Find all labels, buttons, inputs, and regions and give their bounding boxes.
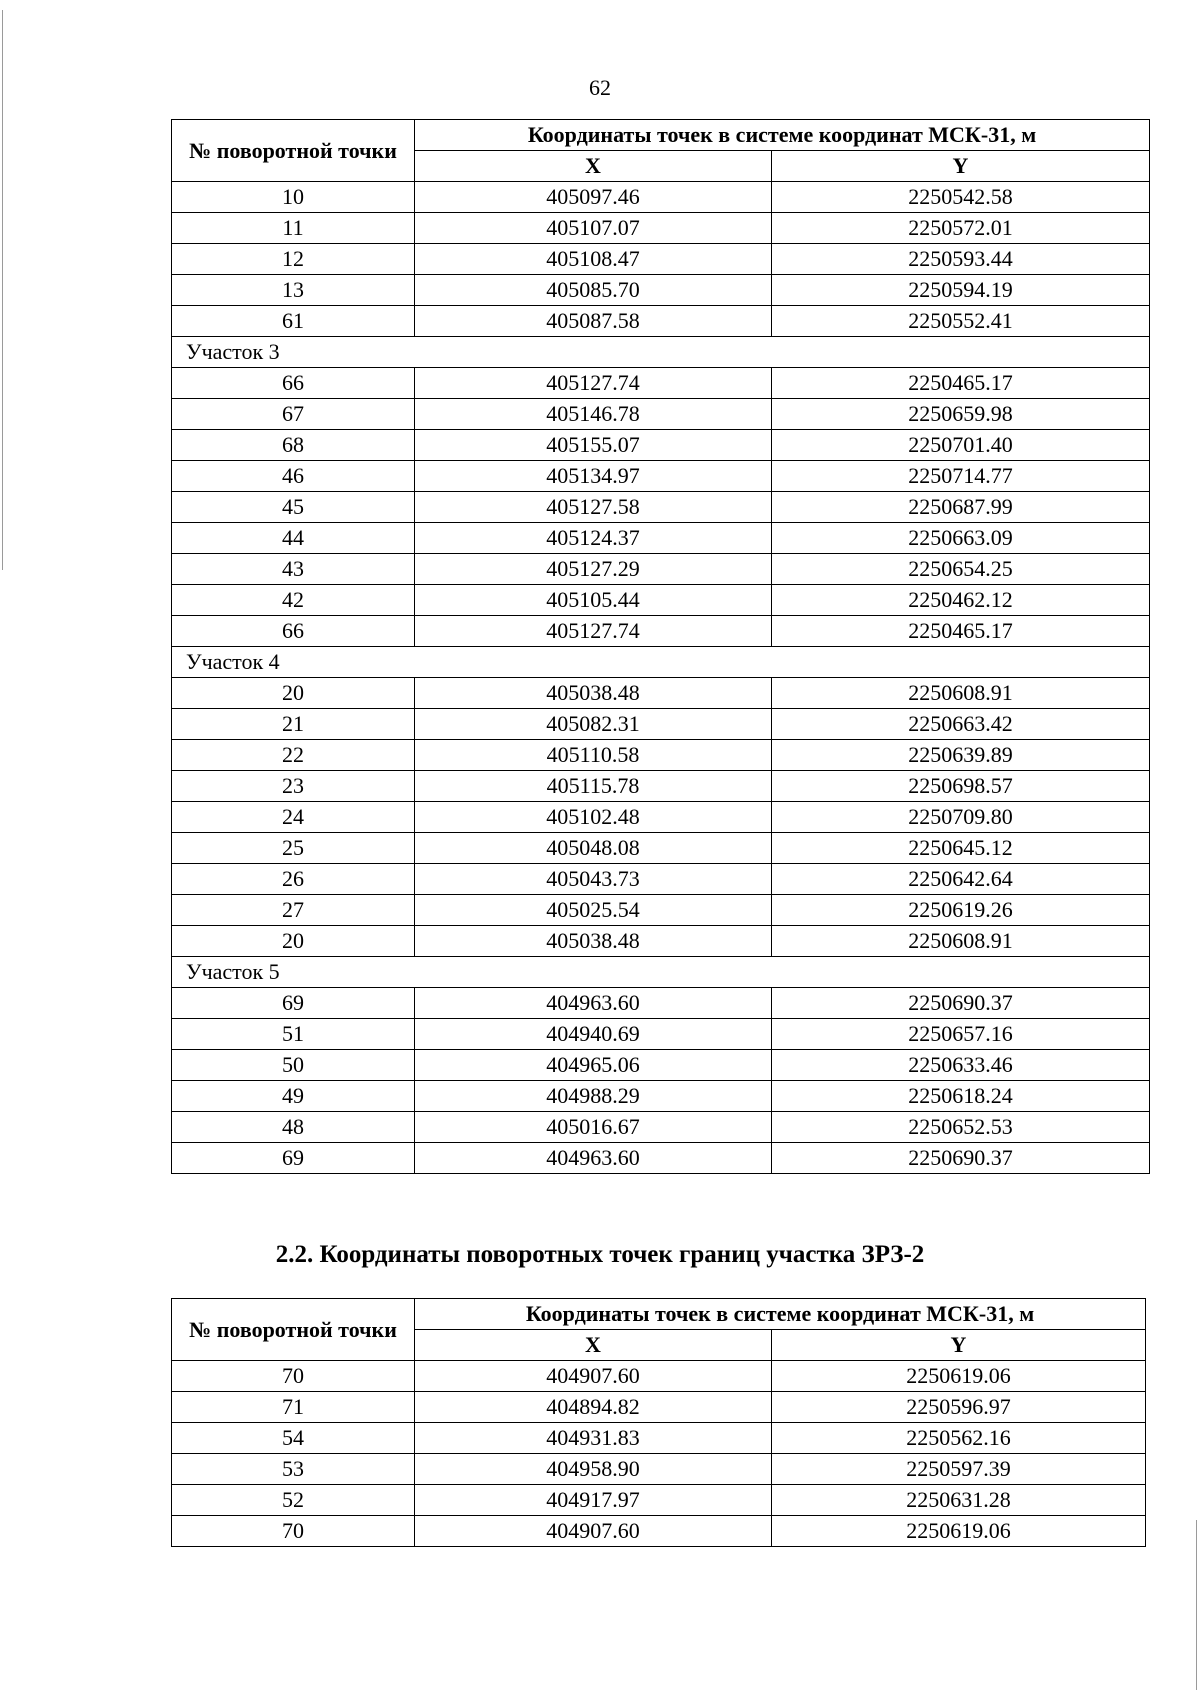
point-number-cell: 50 xyxy=(172,1050,415,1081)
point-number-cell: 25 xyxy=(172,833,415,864)
table-row xyxy=(172,678,1150,709)
table-row xyxy=(172,864,1150,895)
point-number-cell: 11 xyxy=(172,213,415,244)
y-coordinate-cell: 2250645.12 xyxy=(772,833,1150,864)
table-row xyxy=(172,275,1150,306)
x-coordinate-cell: 405097.46 xyxy=(415,182,772,213)
y-coordinate-cell: 2250714.77 xyxy=(772,461,1150,492)
y-coordinate-cell: 2250572.01 xyxy=(772,213,1150,244)
table-row xyxy=(172,988,1150,1019)
table-row xyxy=(172,1050,1150,1081)
point-number-cell: 54 xyxy=(172,1423,415,1454)
point-number-cell: 26 xyxy=(172,864,415,895)
x-coordinate-cell: 405025.54 xyxy=(415,895,772,926)
point-number-cell: 20 xyxy=(172,926,415,957)
point-number-cell: 24 xyxy=(172,802,415,833)
section-label: Участок 3 xyxy=(172,337,1150,368)
point-number-cell: 69 xyxy=(172,1143,415,1174)
x-coordinate-cell: 405102.48 xyxy=(415,802,772,833)
point-number-cell: 42 xyxy=(172,585,415,616)
y-coordinate-cell: 2250619.26 xyxy=(772,895,1150,926)
y-coordinate-cell: 2250663.09 xyxy=(772,523,1150,554)
table-row xyxy=(172,1485,1146,1516)
page-number: 62 xyxy=(589,75,611,100)
table-row xyxy=(172,1361,1146,1392)
y-coordinate-cell: 2250654.25 xyxy=(772,554,1150,585)
x-coordinate-cell: 405155.07 xyxy=(415,430,772,461)
point-number-cell: 45 xyxy=(172,492,415,523)
y-coordinate-cell: 2250597.39 xyxy=(772,1454,1146,1485)
point-number-cell: 43 xyxy=(172,554,415,585)
table-row xyxy=(172,709,1150,740)
table-row xyxy=(172,1112,1150,1143)
point-number-cell: 46 xyxy=(172,461,415,492)
y-coordinate-cell: 2250631.28 xyxy=(772,1485,1146,1516)
x-coordinate-cell: 405038.48 xyxy=(415,926,772,957)
x-coordinate-cell: 405127.29 xyxy=(415,554,772,585)
y-coordinate-cell: 2250562.16 xyxy=(772,1423,1146,1454)
y-coordinate-cell: 2250594.19 xyxy=(772,275,1150,306)
y-coordinate-cell: 2250663.42 xyxy=(772,709,1150,740)
point-number-cell: 44 xyxy=(172,523,415,554)
y-column-header: Y xyxy=(772,1330,1146,1361)
table-row xyxy=(172,430,1150,461)
y-coordinate-cell: 2250462.12 xyxy=(772,585,1150,616)
x-coordinate-cell: 405127.58 xyxy=(415,492,772,523)
x-coordinate-cell: 405115.78 xyxy=(415,771,772,802)
x-coordinate-cell: 405085.70 xyxy=(415,275,772,306)
x-coordinate-cell: 404940.69 xyxy=(415,1019,772,1050)
table-row xyxy=(172,616,1150,647)
x-coordinate-cell: 404917.97 xyxy=(415,1485,772,1516)
y-coordinate-cell: 2250596.97 xyxy=(772,1392,1146,1423)
point-number-cell: 48 xyxy=(172,1112,415,1143)
point-number-cell: 20 xyxy=(172,678,415,709)
table-row xyxy=(172,802,1150,833)
table-row xyxy=(172,368,1150,399)
y-coordinate-cell: 2250639.89 xyxy=(772,740,1150,771)
point-number-cell: 66 xyxy=(172,368,415,399)
x-coordinate-cell: 405038.48 xyxy=(415,678,772,709)
x-coordinate-cell: 405016.67 xyxy=(415,1112,772,1143)
point-number-cell: 69 xyxy=(172,988,415,1019)
table-row xyxy=(172,1454,1146,1485)
x-coordinate-cell: 405108.47 xyxy=(415,244,772,275)
section-row xyxy=(172,957,1150,988)
table-row xyxy=(172,740,1150,771)
y-coordinate-cell: 2250687.99 xyxy=(772,492,1150,523)
y-coordinate-cell: 2250608.91 xyxy=(772,678,1150,709)
point-number-cell: 49 xyxy=(172,1081,415,1112)
x-coordinate-cell: 404965.06 xyxy=(415,1050,772,1081)
x-coordinate-cell: 405105.44 xyxy=(415,585,772,616)
y-coordinate-cell: 2250698.57 xyxy=(772,771,1150,802)
table-row xyxy=(172,399,1150,430)
table-row xyxy=(172,833,1150,864)
coordinates-table-2 xyxy=(171,1298,1146,1547)
table-row xyxy=(172,1143,1150,1174)
y-coordinate-cell: 2250618.24 xyxy=(772,1081,1150,1112)
x-coordinate-cell: 405087.58 xyxy=(415,306,772,337)
x-coordinate-cell: 404907.60 xyxy=(415,1516,772,1547)
x-coordinate-cell: 404894.82 xyxy=(415,1392,772,1423)
x-column-header: X xyxy=(415,151,772,182)
table-row xyxy=(172,585,1150,616)
table-row xyxy=(172,306,1150,337)
point-number-cell: 22 xyxy=(172,740,415,771)
table-row xyxy=(172,1392,1146,1423)
x-coordinate-cell: 405127.74 xyxy=(415,616,772,647)
section-row xyxy=(172,647,1150,678)
x-coordinate-cell: 404931.83 xyxy=(415,1423,772,1454)
section-label: Участок 4 xyxy=(172,647,1150,678)
point-number-cell: 71 xyxy=(172,1392,415,1423)
table-row xyxy=(172,895,1150,926)
coordinates-header: Координаты точек в системе координат МСК-31, м xyxy=(415,1299,1146,1330)
x-coordinate-cell: 405127.74 xyxy=(415,368,772,399)
y-coordinate-cell: 2250633.46 xyxy=(772,1050,1150,1081)
coordinates-table-1 xyxy=(171,119,1150,1174)
table-row xyxy=(172,926,1150,957)
point-number-cell: 70 xyxy=(172,1361,415,1392)
table-row xyxy=(172,1019,1150,1050)
y-coordinate-cell: 2250652.53 xyxy=(772,1112,1150,1143)
table-row xyxy=(172,213,1150,244)
y-column-header: Y xyxy=(772,151,1150,182)
point-number-cell: 21 xyxy=(172,709,415,740)
table-row xyxy=(172,1423,1146,1454)
section-row xyxy=(172,337,1150,368)
y-coordinate-cell: 2250593.44 xyxy=(772,244,1150,275)
table-row xyxy=(172,244,1150,275)
y-coordinate-cell: 2250690.37 xyxy=(772,988,1150,1019)
x-coordinate-cell: 405048.08 xyxy=(415,833,772,864)
x-column-header: X xyxy=(415,1330,772,1361)
x-coordinate-cell: 404988.29 xyxy=(415,1081,772,1112)
point-number-cell: 61 xyxy=(172,306,415,337)
scan-edge-mark-right xyxy=(1196,1520,1197,1690)
point-number-cell: 51 xyxy=(172,1019,415,1050)
table-header-row xyxy=(172,1299,1146,1330)
point-number-cell: 27 xyxy=(172,895,415,926)
x-coordinate-cell: 404963.60 xyxy=(415,1143,772,1174)
table-row xyxy=(172,182,1150,213)
coordinates-header: Координаты точек в системе координат МСК-31, м xyxy=(415,120,1150,151)
table-row xyxy=(172,523,1150,554)
y-coordinate-cell: 2250619.06 xyxy=(772,1361,1146,1392)
y-coordinate-cell: 2250542.58 xyxy=(772,182,1150,213)
point-number-cell: 12 xyxy=(172,244,415,275)
point-number-header: № поворотной точки xyxy=(172,1299,415,1361)
point-number-cell: 13 xyxy=(172,275,415,306)
table-body xyxy=(172,1361,1146,1547)
point-number-cell: 53 xyxy=(172,1454,415,1485)
section-label: Участок 5 xyxy=(172,957,1150,988)
x-coordinate-cell: 404907.60 xyxy=(415,1361,772,1392)
table-row xyxy=(172,554,1150,585)
point-number-cell: 70 xyxy=(172,1516,415,1547)
point-number-header: № поворотной точки xyxy=(172,120,415,182)
x-coordinate-cell: 404963.60 xyxy=(415,988,772,1019)
x-coordinate-cell: 404958.90 xyxy=(415,1454,772,1485)
x-coordinate-cell: 405146.78 xyxy=(415,399,772,430)
x-coordinate-cell: 405124.37 xyxy=(415,523,772,554)
table-row xyxy=(172,461,1150,492)
point-number-cell: 68 xyxy=(172,430,415,461)
y-coordinate-cell: 2250690.37 xyxy=(772,1143,1150,1174)
y-coordinate-cell: 2250465.17 xyxy=(772,368,1150,399)
y-coordinate-cell: 2250608.91 xyxy=(772,926,1150,957)
point-number-cell: 10 xyxy=(172,182,415,213)
point-number-cell: 67 xyxy=(172,399,415,430)
table-row xyxy=(172,1081,1150,1112)
x-coordinate-cell: 405107.07 xyxy=(415,213,772,244)
table-row xyxy=(172,1516,1146,1547)
table-row xyxy=(172,771,1150,802)
y-coordinate-cell: 2250659.98 xyxy=(772,399,1150,430)
table-header-row xyxy=(172,120,1150,151)
y-coordinate-cell: 2250465.17 xyxy=(772,616,1150,647)
y-coordinate-cell: 2250657.16 xyxy=(772,1019,1150,1050)
x-coordinate-cell: 405043.73 xyxy=(415,864,772,895)
y-coordinate-cell: 2250642.64 xyxy=(772,864,1150,895)
point-number-cell: 66 xyxy=(172,616,415,647)
y-coordinate-cell: 2250619.06 xyxy=(772,1516,1146,1547)
y-coordinate-cell: 2250701.40 xyxy=(772,430,1150,461)
y-coordinate-cell: 2250552.41 xyxy=(772,306,1150,337)
x-coordinate-cell: 405082.31 xyxy=(415,709,772,740)
x-coordinate-cell: 405134.97 xyxy=(415,461,772,492)
point-number-cell: 52 xyxy=(172,1485,415,1516)
section-title-2-2: 2.2. Координаты поворотных точек границ участка ЗРЗ-2 xyxy=(275,1241,925,1268)
x-coordinate-cell: 405110.58 xyxy=(415,740,772,771)
table-row xyxy=(172,492,1150,523)
y-coordinate-cell: 2250709.80 xyxy=(772,802,1150,833)
table-body xyxy=(172,182,1150,1174)
point-number-cell: 23 xyxy=(172,771,415,802)
